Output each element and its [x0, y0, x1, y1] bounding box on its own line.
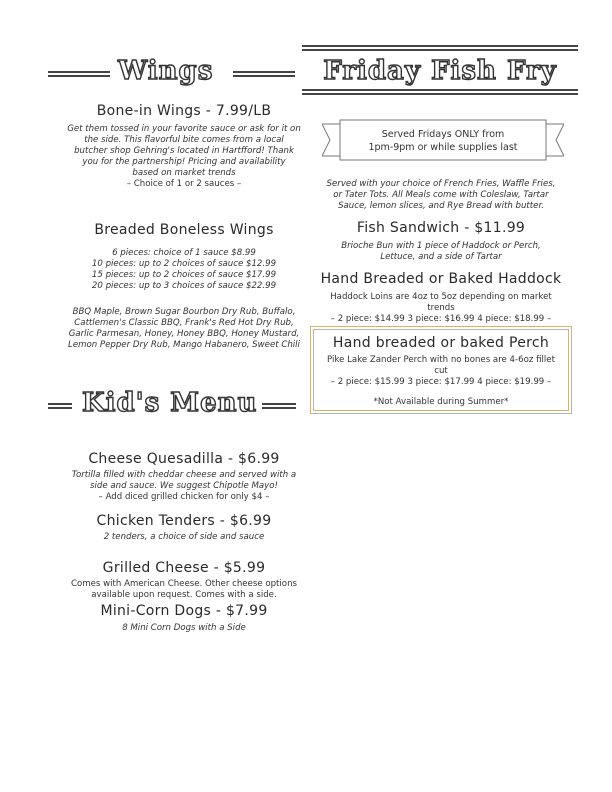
desc-line: Comes with American Cheese. Other cheese options	[71, 579, 297, 589]
desc-line: 2 tenders, a choice of side and sauce	[103, 532, 265, 542]
sauce-line: Garlic Parmesan, Honey, Honey BBQ, Honey Mustard,	[68, 329, 300, 339]
mini-corn-dogs-desc	[20, 623, 348, 634]
desc-line: cut	[434, 366, 448, 376]
haddock-title: Hand Breaded or Baked Haddock	[320, 271, 562, 287]
intro-line: Served with your choice of French Fries, Waffle Fries,	[326, 179, 556, 189]
desc-line: Pike Lake Zander Perch with no bones are 4-6oz fillet	[327, 355, 555, 365]
haddock-prices: – 2 piece: $14.99 3 piece: $16.99 4 piece: $18.99 –	[330, 314, 552, 324]
kids-menu-header: Kid's Menu	[82, 388, 258, 418]
desc-line: Tortilla filled with cheddar cheese and served with a	[71, 470, 297, 480]
kids-rule-left	[48, 403, 72, 409]
desc-line: Lettuce, and a side of Tartar	[380, 252, 502, 262]
ribbon-line: 1pm-9pm or while supplies last	[368, 142, 518, 153]
desc-line: Get them tossed in your favorite sauce or ask for it on	[67, 124, 301, 134]
desc-line: – Choice of 1 or 2 sauces –	[126, 179, 242, 189]
sauce-line: Cattlemen's Classic BBQ, Frank's Red Hot Dry Rub,	[74, 318, 294, 328]
price-line: 15 pieces: up to 2 choices of sauce $17.99	[91, 270, 277, 280]
desc-line: available upon request. Comes with a side.	[91, 590, 277, 600]
desc-line: the side. This flavorful bite comes from a local	[84, 135, 284, 145]
bone-in-wings-title: Bone-in Wings - 7.99/LB	[96, 103, 272, 119]
fish-rule-bottom	[302, 89, 578, 95]
boneless-wings-title: Breaded Boneless Wings	[94, 222, 274, 238]
chicken-tenders-title: Chicken Tenders - $6.99	[96, 513, 272, 529]
cheese-quesadilla-title: Cheese Quesadilla - $6.99	[88, 451, 280, 467]
desc-line: butcher shop Gehring's located in Hartfford! Thank	[74, 146, 294, 156]
desc-line: based on market trends	[132, 168, 236, 178]
boneless-prices	[30, 248, 338, 292]
sauce-line: Lemon Pepper Dry Rub, Mango Habanero, Sweet Chili	[68, 340, 300, 350]
mini-corn-dogs-title: Mini-Corn Dogs - $7.99	[100, 603, 268, 619]
fish-sandwich-title: Fish Sandwich - $11.99	[356, 220, 526, 236]
haddock-desc	[306, 292, 576, 325]
desc-line: – Add diced grilled chicken for only $4 –	[98, 492, 270, 502]
price-line: 20 pieces: up to 3 choices of sauce $22.99	[91, 281, 277, 291]
wings-rule-left	[48, 71, 110, 77]
desc-line: trends	[427, 303, 455, 313]
desc-line: side and sauce. We suggest Chipotle Mayo!	[90, 481, 278, 491]
friday-fish-fry-header: Friday Fish Fry	[323, 56, 557, 86]
desc-line: Brioche Bun with 1 piece of Haddock or Perch,	[341, 241, 541, 251]
grilled-cheese-title: Grilled Cheese - $5.99	[102, 560, 266, 576]
sauce-line: BBQ Maple, Brown Sugar Bourbon Dry Rub, Buffalo,	[72, 307, 296, 317]
desc-line: you for the partnership! Pricing and availability	[82, 157, 286, 167]
intro-line: Sauce, lemon slices, and Rye Bread with butter.	[338, 201, 544, 211]
sauce-list	[30, 307, 338, 351]
desc-line: Haddock Loins are 4oz to 5oz depending on market	[330, 292, 552, 302]
wings-header: Wings	[118, 56, 214, 86]
perch-title: Hand breaded or baked Perch	[332, 335, 550, 351]
ribbon-line: Served Fridays ONLY from	[381, 129, 505, 140]
fish-intro	[306, 179, 576, 212]
perch-desc	[316, 355, 566, 388]
cheese-quesadilla-desc	[20, 470, 348, 503]
grilled-cheese-desc	[20, 579, 348, 601]
desc-line: 8 Mini Corn Dogs with a Side	[122, 623, 246, 633]
fish-sandwich-desc	[306, 241, 576, 263]
ribbon-text	[340, 128, 546, 154]
chicken-tenders-desc	[20, 532, 348, 543]
bone-in-wings-desc	[30, 124, 338, 190]
price-line: 6 pieces: choice of 1 sauce $8.99	[112, 248, 256, 258]
wings-rule-right	[233, 71, 295, 77]
intro-line: or Tater Tots. All Meals come with Coleslaw, Tartar	[333, 190, 549, 200]
fish-rule-top	[302, 45, 578, 51]
kids-rule-right	[262, 403, 296, 409]
perch-note: *Not Available during Summer*	[373, 397, 509, 407]
perch-prices: – 2 piece: $15.99 3 piece: $17.99 4 piece: $19.99 –	[330, 377, 552, 387]
price-line: 10 pieces: up to 2 choices of sauce $12.99	[91, 259, 277, 269]
